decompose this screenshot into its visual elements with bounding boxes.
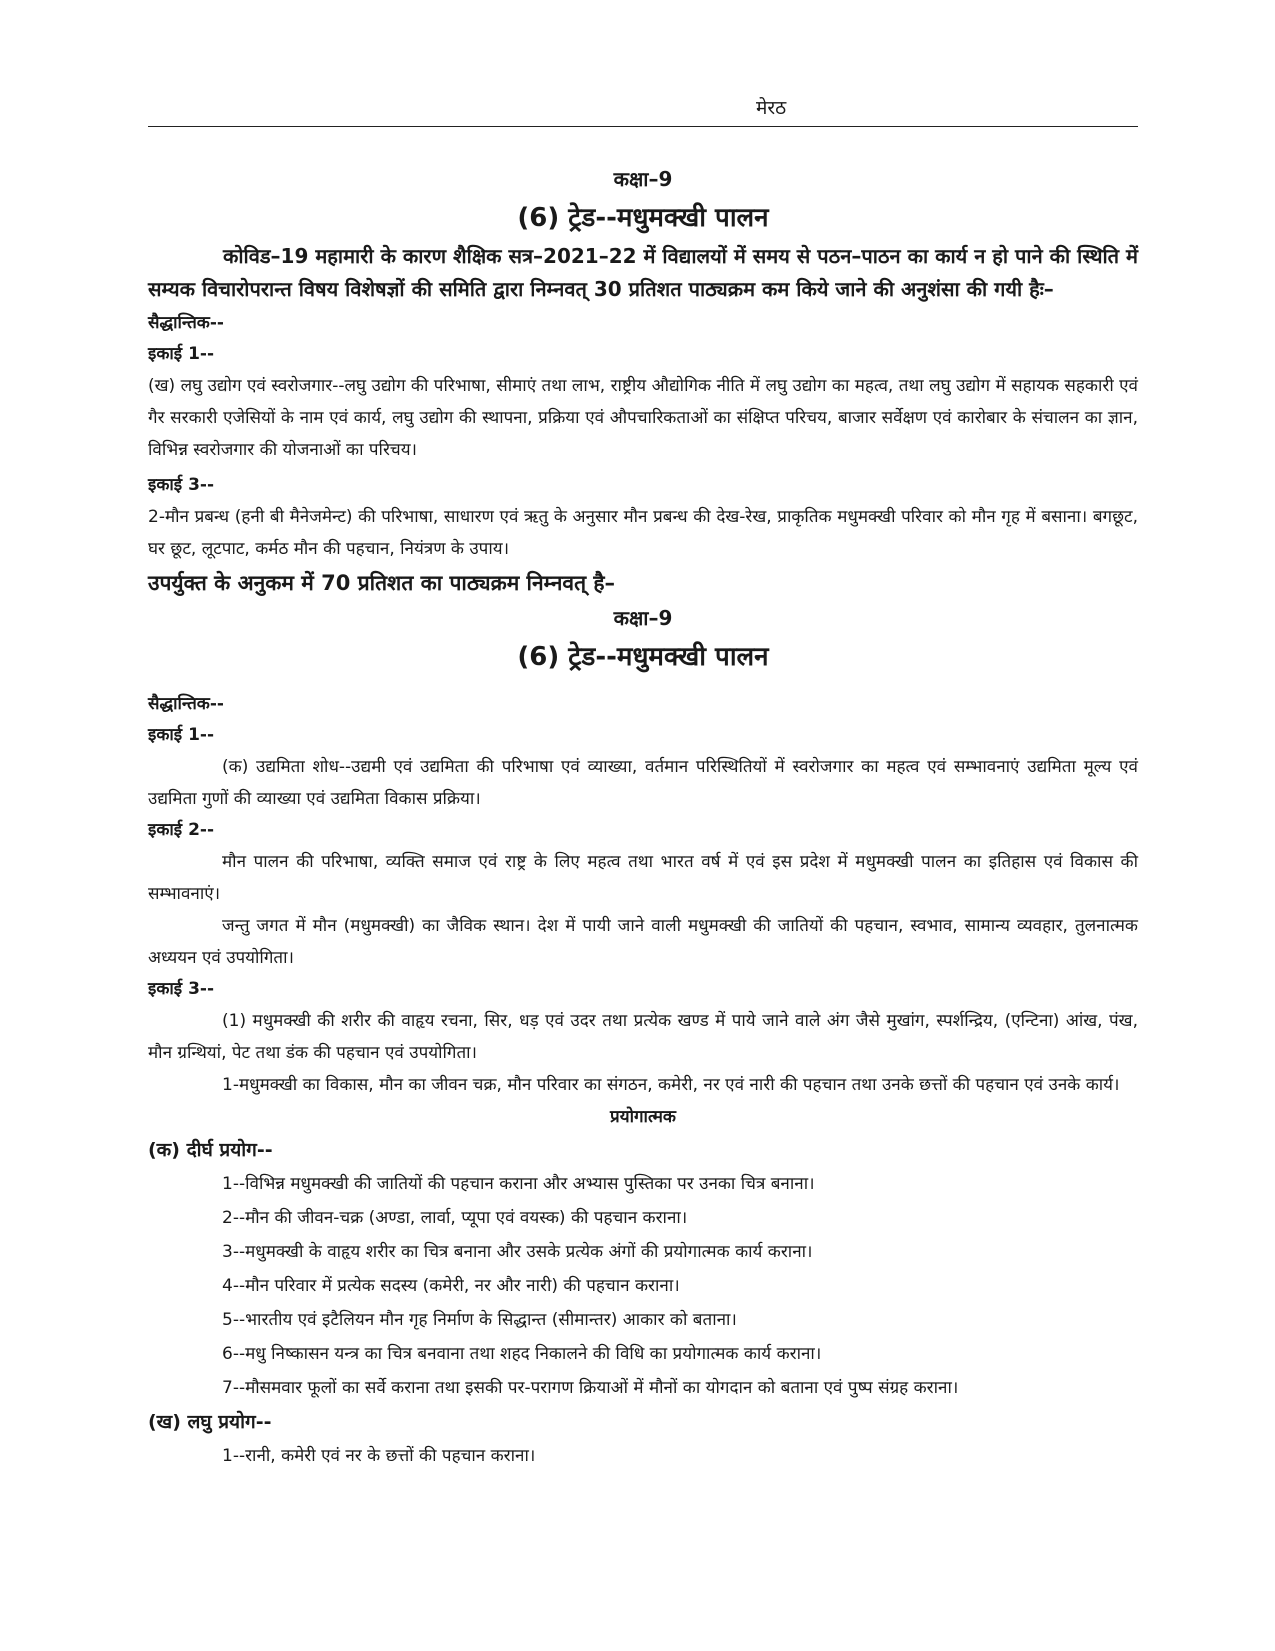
theory-label-2: सैद्धान्तिक--: [148, 694, 224, 714]
class-label: कक्षा–9: [613, 167, 673, 191]
unit-2-text-2: जन्तु जगत में मौन (मधुमक्खी) का जैविक स्थान। देश में पायी जाने वाली मधुमक्खी की जातियों की पहचान, स्वभाव, सामान्य व्यवहार, तुलनात्मक अध्ययन एवं उपयोगिता।: [148, 916, 1138, 968]
list-item: 5--भारतीय एवं इटैलियन मौन गृह निर्माण के सिद्धान्त (सीमान्तर) आकार को बताना।: [222, 1310, 737, 1330]
unit-1-label-2: इकाई 1--: [148, 725, 215, 745]
list-item: 1--विभिन्न मधुमक्खी की जातियों की पहचान कराना और अभ्यास पुस्तिका पर उनका चित्र बनाना।: [222, 1174, 815, 1194]
unit-2-label: इकाई 2--: [148, 820, 215, 840]
trade-title-2: (6) ट्रेड--मधुमक्खी पालन: [517, 642, 769, 672]
list-item: 7--मौसमवार फूलों का सर्वे कराना तथा इसकी पर-परागण क्रियाओं में मौनों का योगदान को बताना एवं पुष्प संग्रह कराना।: [222, 1378, 959, 1398]
short-experiments-list: [148, 1439, 1138, 1473]
list-item: 6--मधु निष्कासन यन्त्र का चित्र बनवाना तथा शहद निकालने की विधि का प्रयोगात्मक कार्य कराना।: [222, 1344, 822, 1364]
trade-title: (6) ट्रेड--मधुमक्खी पालन: [517, 203, 769, 233]
theory-label: सैद्धान्तिक--: [148, 313, 224, 333]
unit-3-label: इकाई 3--: [148, 475, 215, 495]
list-item: 1--रानी, कमेरी एवं नर के छत्तों की पहचान कराना।: [222, 1446, 536, 1466]
list-item: 3--मधुमक्खी के वाहृय शरीर का चित्र बनाना और उसके प्रत्येक अंगों की प्रयोगात्मक कार्य कराना।: [222, 1242, 813, 1262]
list-item: 4--मौन परिवार में प्रत्येक सदस्य (कमेरी, नर और नारी) की पहचान कराना।: [222, 1276, 680, 1296]
long-experiments-label: (क) दीर्घ प्रयोग--: [148, 1139, 273, 1161]
unit-1-text: (ख) लघु उद्योग एवं स्वरोजगार--लघु उद्योग की परिभाषा, सीमाएं तथा लाभ, राष्ट्रीय औद्योगिक नीति में लघु उद्योग का महत्व, तथा लघु उद्योग में सहायक सहकारी एवं गैर सरकारी एजेसियों के नाम एवं कार्य, लघु उद्योग की स्थापना, प्रक्रिया एवं औपचारिकताओं का संक्षिप्त परिचय, बाजार सर्वेक्षण एवं कारोबार के संचालन का ज्ञान, विभिन्न स्वरोजगार की योजनाओं का परिचय।: [148, 376, 1138, 460]
list-item: 2--मौन की जीवन-चक्र (अण्डा, लार्वा, प्यूपा एवं वयस्क) की पहचान कराना।: [222, 1208, 688, 1228]
unit-3-label-2: इकाई 3--: [148, 979, 215, 999]
unit-1-label: इकाई 1--: [148, 344, 215, 364]
unit-1-text-2: (क) उद्यमिता शोध--उद्यमी एवं उद्यमिता की परिभाषा एवं व्याख्या, वर्तमान परिस्थितियों में स्वरोजगार का महत्व एवं सम्भावनाएं उद्यमिता मूल्य एवं उद्यमिता गुणों की व्याख्या एवं उद्यमिता विकास प्रक्रिया।: [148, 757, 1138, 809]
short-experiments-label: (ख) लघु प्रयोग--: [148, 1411, 272, 1433]
header-divider: [148, 126, 1138, 127]
unit-3-text: 2-मौन प्रबन्ध (हनी बी मैनेजमेन्ट) की परिभाषा, साधारण एवं ऋतु के अनुसार मौन प्रबन्ध की देख-रेख, प्राकृतिक मधुमक्खी परिवार को मौन गृह में बसाना। बगछूट, घर छूट, लूटपाट, कर्मठ मौन की पहचान, नियंत्रण के उपाय।: [148, 507, 1138, 559]
header-city: मेरठ: [756, 97, 787, 119]
unit-3-text-1: (1) मधुमक्खी की शरीर की वाहृय रचना, सिर, धड़ एवं उदर तथा प्रत्येक खण्ड में पाये जाने वाले अंग जैसे मुखांग, स्पर्शन्द्रिय, (एन्टिना) आंख, पंख, मौन ग्रन्थियां, पेट तथा डंक की पहचान एवं उपयोगिता।: [148, 1011, 1138, 1063]
document-body: [148, 162, 1138, 1473]
class-label-2: कक्षा–9: [613, 606, 673, 630]
document-page: [148, 0, 1138, 1651]
practical-heading: प्रयोगात्मक: [610, 1107, 676, 1127]
unit-3-text-2: 1-मधुमक्खी का विकास, मौन का जीवन चक्र, मौन परिवार का संगठन, कमेरी, नर एवं नारी की पहचान तथा उनके छत्तों की पहचान एवं उनके कार्य।: [222, 1075, 1120, 1095]
remaining-syllabus-heading: उपर्युक्त के अनुकम में 70 प्रतिशत का पाठ्यक्रम निम्नवत् है–: [148, 571, 615, 595]
unit-2-text-1: मौन पालन की परिभाषा, व्यक्ति समाज एवं राष्ट्र के लिए महत्व तथा भारत वर्ष में एवं इस प्रदेश में मधुमक्खी पालन का इतिहास एवं विकास की सम्भावनाएं।: [148, 852, 1138, 904]
intro-paragraph: कोविड–19 महामारी के कारण शैक्षिक सत्र–2021–22 में विद्यालयों में समय से पठन–पाठन का कार्य न हो पाने की स्थिति में सम्यक विचारोपरान्त विषय विशेषज्ञों की समिति द्वारा निम्नवत् 30 प्रतिशत पाठ्यक्रम कम किये जाने की अनुशंसा की गयी हैः–: [148, 244, 1138, 301]
long-experiments-list: [148, 1167, 1138, 1405]
